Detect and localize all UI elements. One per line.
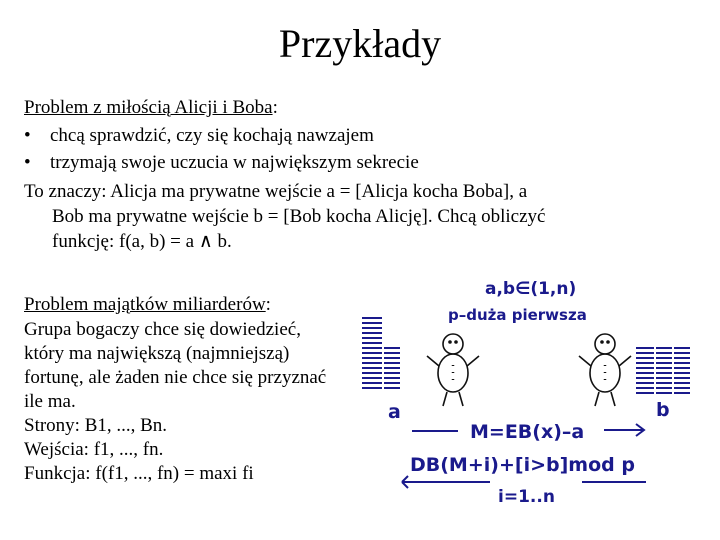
money-stacks-left-icon — [362, 318, 400, 388]
prime-label: p–duża pierwsza — [448, 306, 587, 324]
love-bullet-1: • chcą sprawdzić, czy się kochają nawzajem — [24, 125, 374, 146]
formula-index-range: i=1..n — [498, 487, 555, 507]
love-bullet-2: • trzymają swoje uczucia w największym sekrecie — [24, 152, 419, 173]
protocol-drawing — [350, 270, 720, 520]
love-heading: Problem z miłością Alicji i Boba — [24, 97, 273, 118]
range-label: a,b∈(1,n) — [485, 279, 577, 299]
formula-decrypt: DB(M+i)+[i>b]mod p — [410, 454, 635, 476]
love-line-3: funkcję: f(a, b) = a ∧ b. — [52, 231, 232, 252]
millionaires-inputs: Wejścia: f1, ..., fn. — [24, 439, 164, 460]
love-line-1: To znaczy: Alicja ma prywatne wejście a = [Alicja kocha Boba], a — [24, 181, 528, 202]
millionaires-line-2: który ma największą (najmniejszą) — [24, 343, 290, 364]
millionaires-heading-line: Problem majątków miliarderów: — [24, 294, 271, 315]
money-stacks-right-icon — [636, 348, 690, 393]
slide-title: Przykłady — [278, 21, 442, 66]
millionaires-line-1: Grupa bogaczy chce się dowiedzieć, — [24, 319, 301, 340]
millionaires-line-3: fortunę, ale żaden nie chce się przyznać — [24, 367, 327, 388]
love-line-2: Bob ma prywatne wejście b = [Bob kocha Alicję]. Chcą obliczyć — [52, 206, 546, 227]
formula-encrypt: M=EB(x)–a — [470, 421, 585, 443]
love-heading-line: Problem z miłością Alicji i Boba: — [24, 97, 278, 118]
stick-figure-alice-icon — [427, 334, 479, 406]
millionaires-heading: Problem majątków miliarderów — [24, 294, 266, 315]
input-b-label: b — [656, 399, 670, 421]
millionaires-line-4: ile ma. — [24, 391, 76, 412]
millionaires-function: Funkcja: f(f1, ..., fn) = maxi fi — [24, 463, 254, 484]
stick-figure-bob-icon — [579, 334, 631, 406]
input-a-label: a — [388, 401, 401, 423]
millionaires-parties: Strony: B1, ..., Bn. — [24, 415, 168, 436]
